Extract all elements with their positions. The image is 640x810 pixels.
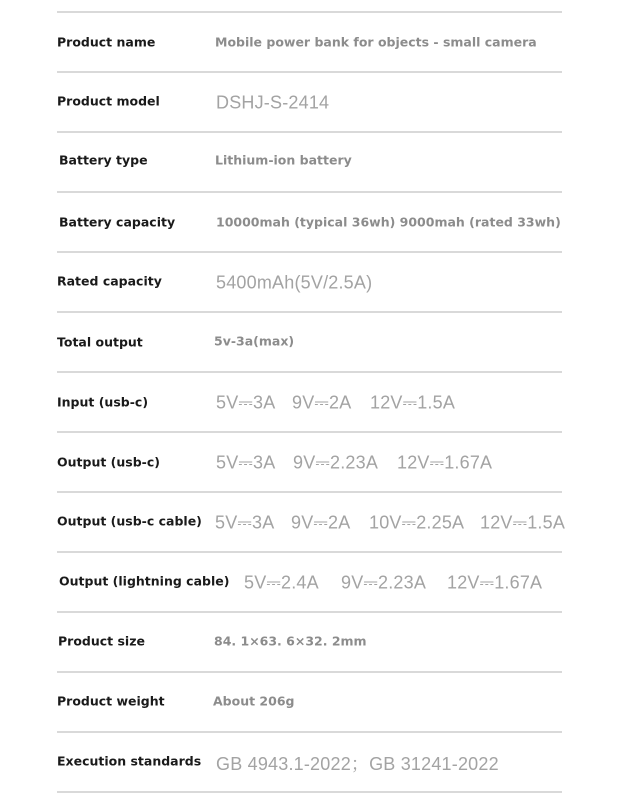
spec-label: Execution standards [57, 753, 202, 769]
spec-row-output-lightning-cable [57, 553, 562, 611]
spec-value-item: 9V⎓2A [292, 392, 352, 413]
spec-row-product-weight [57, 673, 562, 731]
spec-value-item: 9V⎓2A [291, 512, 351, 533]
spec-value-item: 12V⎓1.67A [447, 572, 543, 593]
spec-value: 10000mah (typical 36wh) 9000mah (rated 33wh) [216, 214, 561, 230]
spec-label: Output (lightning cable) [59, 573, 230, 589]
spec-row-execution-standards [57, 733, 562, 791]
spec-value [216, 453, 492, 474]
spec-row-battery-capacity [57, 193, 562, 251]
spec-value: About 206g [213, 693, 295, 709]
spec-label: Product name [57, 34, 156, 50]
spec-value-item: 9V⎓2.23A [341, 572, 427, 593]
spec-value: 84. 1×63. 6×32. 2mm [214, 633, 367, 649]
spec-row-output-usb-c-cable [57, 493, 566, 551]
spec-label: Product weight [57, 693, 165, 709]
spec-value: GB 4943.1-2022；GB 31241-2022 [216, 754, 499, 774]
spec-row-battery-type [57, 133, 562, 191]
spec-label: Product model [57, 93, 160, 109]
spec-label: Output (usb-c) [57, 454, 160, 470]
spec-row-product-size [57, 613, 562, 671]
spec-value-item: 5V⎓2.4A [244, 572, 319, 593]
spec-value-item: 5V⎓3A [216, 392, 276, 413]
spec-row-total-output [57, 313, 562, 371]
spec-row-rated-capacity [57, 253, 562, 311]
spec-value-item: 5V⎓3A [215, 512, 275, 533]
spec-label: Output (usb-c cable) [57, 513, 202, 529]
spec-label: Product size [58, 633, 145, 649]
spec-value: 5v-3a(max) [214, 333, 295, 349]
spec-value [216, 393, 455, 414]
spec-value: DSHJ-S-2414 [216, 92, 330, 113]
spec-label: Rated capacity [57, 273, 162, 289]
spec-label: Battery type [59, 152, 148, 168]
spec-value: 5400mAh(5V/2.5A) [216, 272, 373, 293]
spec-value-item: 12V⎓1.5A [370, 392, 456, 413]
spec-table [57, 11, 566, 793]
spec-row-product-name [57, 13, 562, 71]
spec-value: Lithium-ion battery [215, 152, 352, 168]
spec-label: Battery capacity [59, 214, 176, 230]
spec-label: Input (usb-c) [57, 394, 149, 410]
spec-row-input-usb-c [57, 373, 562, 431]
spec-value-item: 12V⎓1.5A [480, 512, 566, 533]
spec-row-product-model [57, 73, 562, 131]
spec-value-item: 5V⎓3A [216, 452, 276, 473]
spec-value [244, 573, 542, 594]
spec-value: Mobile power bank for objects - small camera [215, 34, 537, 50]
divider [57, 791, 562, 793]
spec-value-item: 10V⎓2.25A [369, 512, 465, 533]
spec-value-item: 9V⎓2.23A [293, 452, 379, 473]
spec-value-item: 12V⎓1.67A [397, 452, 493, 473]
spec-row-output-usb-c [57, 433, 562, 491]
spec-label: Total output [57, 334, 143, 350]
spec-value [215, 513, 565, 534]
